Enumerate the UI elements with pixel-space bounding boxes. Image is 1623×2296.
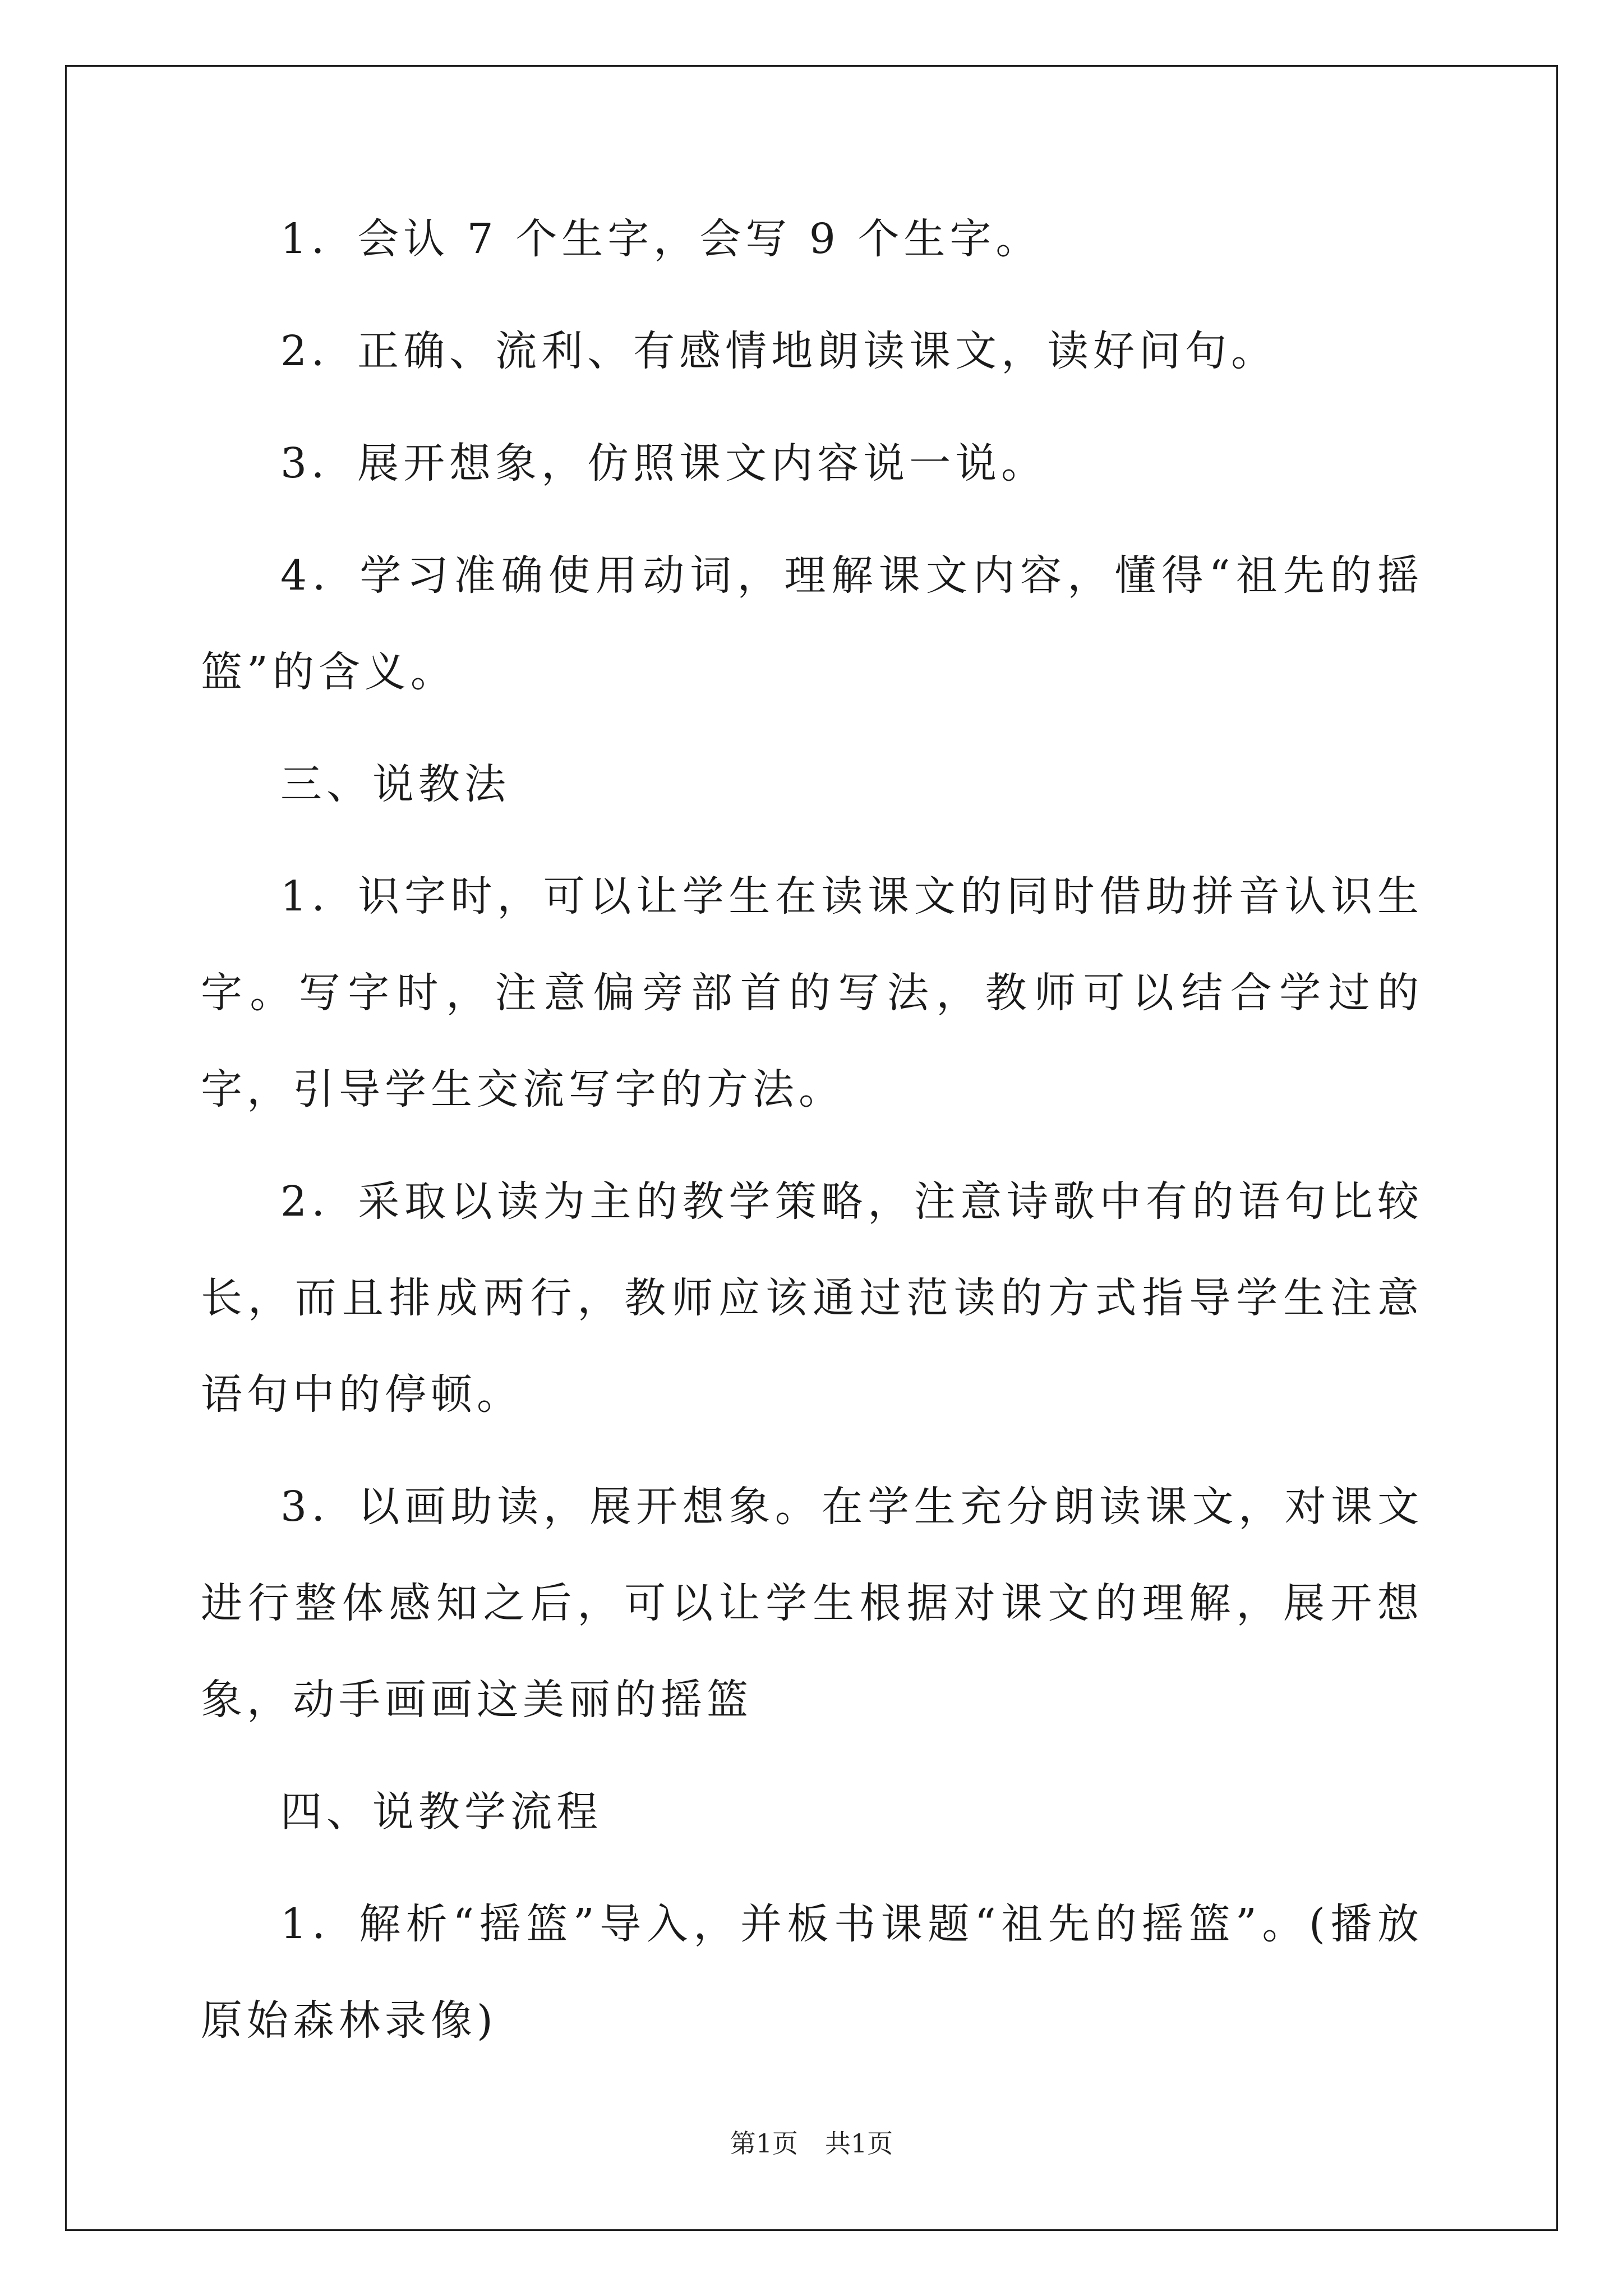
paragraph-objective-4: 4．学习准确使用动词，理解课文内容，懂得“祖先的摇篮”的含义。 (201, 551, 1423, 696)
paragraph-process-1: 1．解析“摇篮”导入，并板书课题“祖先的摇篮”。(播放原始森林录像) (201, 1900, 1423, 2045)
paragraph-method-2: 2．采取以读为主的教学策略，注意诗歌中有的语句比较长，而且排成两行，教师应该通过范读的方式指导学生注意语句中的停顿。 (201, 1177, 1423, 1419)
section-heading-teaching-methods: 三、说教法 (280, 760, 510, 808)
page-number: 第1页 (730, 2128, 798, 2159)
section-heading-teaching-process: 四、说教学流程 (280, 1788, 602, 1836)
page-footer (0, 2123, 1623, 2160)
paragraph-objective-3: 3．展开想象，仿照课文内容说一说。 (280, 439, 1048, 487)
paragraph-method-3: 3．以画助读，展开想象。在学生充分朗读课文，对课文进行整体感知之后，可以让学生根据对课文的理解，展开想象，动手画画这美丽的摇篮 (201, 1483, 1423, 1724)
paragraph-method-1: 1．识字时，可以让学生在读课文的同时借助拼音认识生字。写字时，注意偏旁部首的写法，教师可以结合学过的字，引导学生交流写字的方法。 (201, 872, 1423, 1114)
paragraph-objective-2: 2．正确、流利、有感情地朗读课文，读好问句。 (280, 327, 1278, 375)
page-total: 共1页 (825, 2128, 893, 2159)
document-body (201, 191, 1423, 2085)
paragraph-objective-1: 1．会认 7 个生字，会写 9 个生字。 (280, 215, 1042, 263)
